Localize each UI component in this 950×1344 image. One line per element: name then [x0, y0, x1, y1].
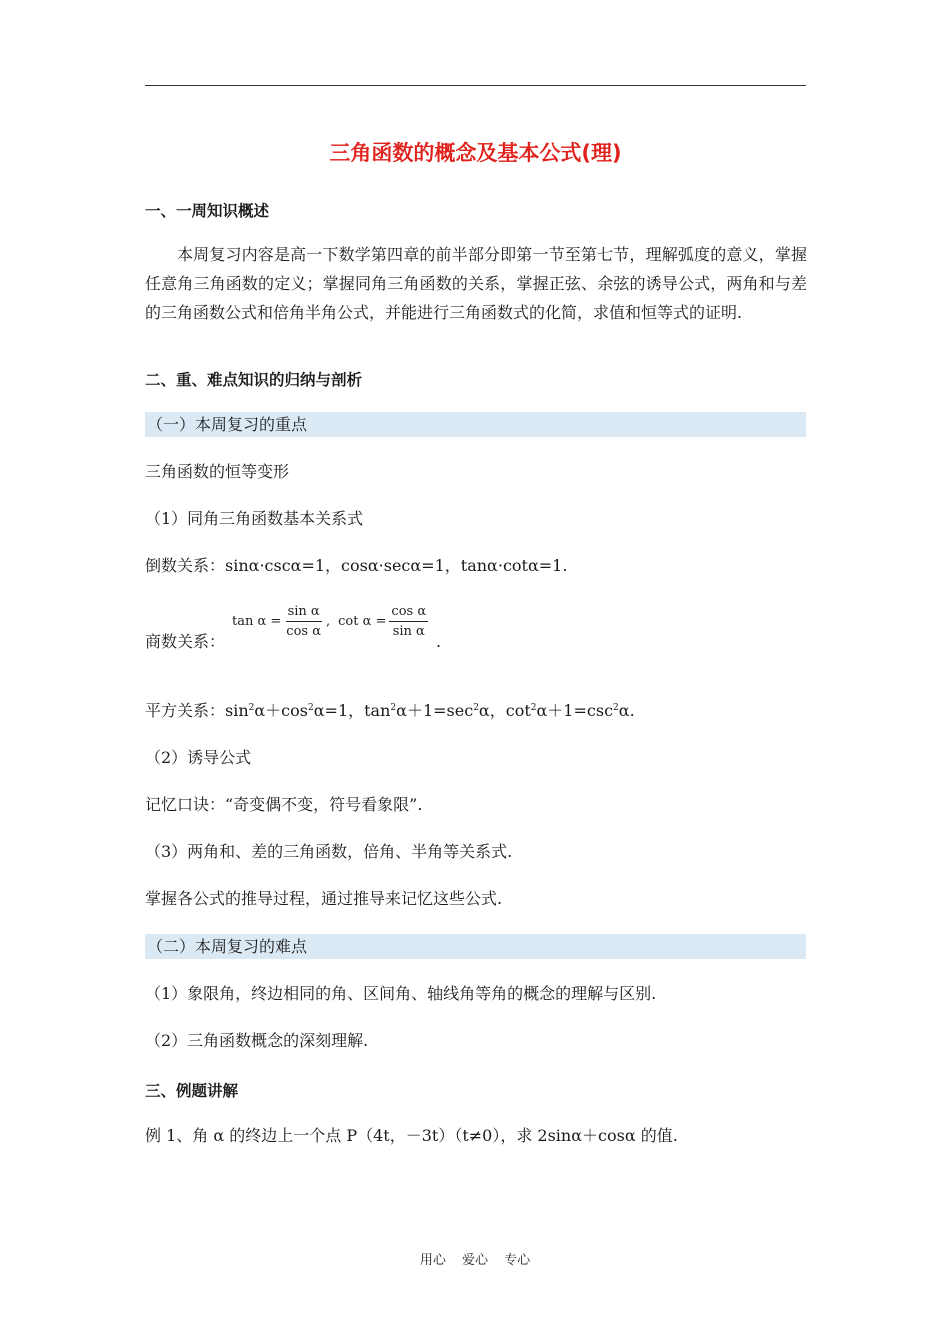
exponent: 2 [390, 703, 397, 713]
cot-lhs: cot α = [338, 614, 387, 629]
identity-line: 三角函数的恒等变形 [145, 462, 290, 481]
footer-text: 专心 [504, 1253, 531, 1268]
difficulties-label: （二）本周复习的难点 [147, 937, 308, 956]
header-rule [145, 85, 806, 86]
cot-numerator: cos α [389, 604, 428, 622]
difficulties-band [145, 934, 806, 959]
key-points-band [145, 412, 806, 437]
tan-denominator: cos α [286, 624, 321, 639]
square-text: α＋1=csc [536, 701, 614, 720]
tan-numerator: sin α [286, 604, 322, 622]
formula-separator: , [326, 614, 331, 629]
cot-denominator: sin α [392, 624, 425, 639]
item-2: （2）诱导公式 [145, 748, 252, 767]
formula-period: . [436, 632, 442, 651]
page-footer [0, 1249, 950, 1268]
exponent: 2 [308, 703, 314, 713]
section1-heading: 一、一周知识概述 [145, 202, 270, 220]
quotient-label: 商数关系： [145, 632, 226, 651]
section2-heading: 二、重、难点知识的归纳与剖析 [145, 371, 363, 389]
item-3: （3）两角和、差的三角函数，倍角、半角等关系式. [145, 842, 513, 861]
quotient-formula [232, 604, 431, 639]
exponent: 2 [613, 703, 619, 713]
footer-text: 爱心 [461, 1253, 488, 1268]
tan-lhs: tan α = [232, 614, 282, 629]
derive-note: 掌握各公式的推导过程，通过推导来记忆这些公式. [145, 889, 503, 908]
reciprocal-relation: 倒数关系：sinα·cscα=1，cosα·secα=1，tanα·cotα=1. [145, 556, 568, 575]
square-text: α＋cos [254, 701, 308, 720]
difficulty-2: （2）三角函数概念的深刻理解. [145, 1031, 369, 1050]
tan-fraction [284, 604, 323, 639]
key-points-label: （一）本周复习的重点 [147, 415, 308, 434]
page-title: 三角函数的概念及基本公式(理) [329, 141, 622, 165]
cot-fraction [389, 604, 428, 639]
exponent: 2 [473, 703, 479, 713]
square-text: α，cot [478, 701, 531, 720]
footer-text: 用心 [419, 1253, 446, 1268]
example-1: 例 1、角 α 的终边上一个点 P（4t，－3t）（t≠0），求 2sinα＋cosα 的值. [145, 1126, 678, 1145]
mnemonic: 记忆口诀：“奇变偶不变，符号看象限”. [145, 795, 423, 814]
difficulty-1: （1）象限角，终边相同的角、区间角、轴线角等角的概念的理解与区别. [145, 984, 657, 1003]
square-text: α=1，tan [313, 701, 391, 720]
square-text: 平方关系：sin [145, 701, 249, 720]
section3-heading: 三、例题讲解 [145, 1082, 239, 1100]
exponent: 2 [530, 703, 537, 713]
section1-paragraph: 本周复习内容是高一下数学第四章的前半部分即第一节至第七节，理解弧度的意义，掌握任意角三角函数的定义；掌握同角三角函数的关系，掌握正弦、余弦的诱导公式，两角和与差的三角函数公式和倍角半角公式，并能进行三角函数式的化简，求值和恒等式的证明. [145, 245, 807, 322]
exponent: 2 [248, 703, 255, 713]
square-relation [145, 701, 807, 720]
item-1: （1）同角三角函数基本关系式 [145, 509, 364, 528]
square-text: α＋1=sec [396, 701, 474, 720]
square-text: α. [618, 701, 635, 720]
